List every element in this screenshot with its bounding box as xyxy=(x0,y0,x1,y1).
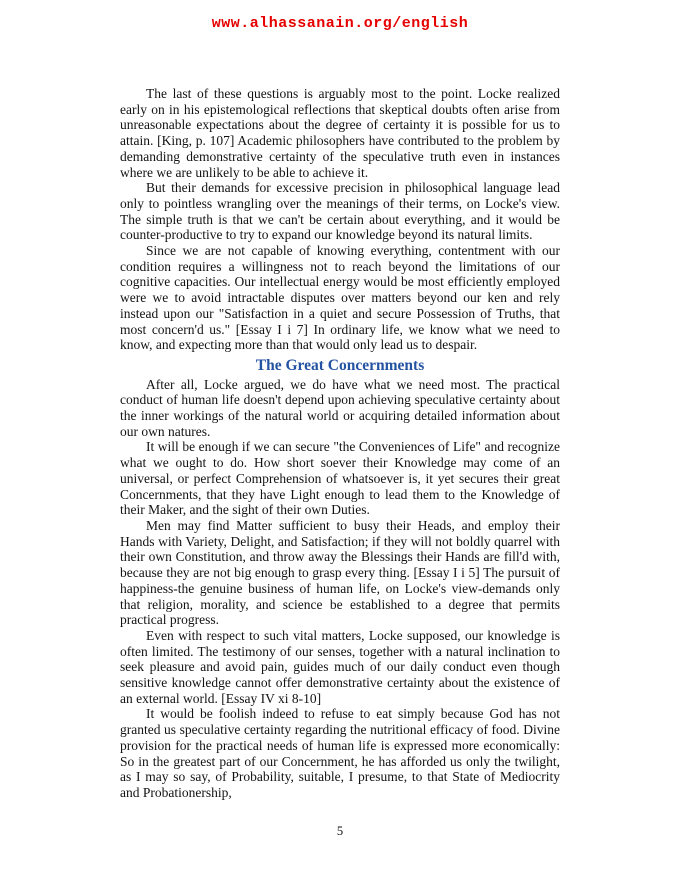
page-body xyxy=(120,86,560,801)
paragraph: Even with respect to such vital matters, Locke supposed, our knowledge is often limited. The testimony of our senses, together with a natural inclination to seek pleasure and avoid pain, guides much of our daily conduct even though sensitive knowledge cannot offer demonstrative certainty about the existence of an external world. [Essay IV xi 8-10] xyxy=(120,627,560,706)
page-number: 5 xyxy=(336,824,344,838)
paragraph: Since we are not capable of knowing everything, contentment with our condition requires a willingness not to reach beyond the limitations of our cognitive capacities. Our intellectual energy would be most efficiently employed were we to avoid intractable disputes over matters beyond our ken and rely instead upon our "Satisfaction in a quiet and secure Possession of Truths, that most concern'd us." [Essay I i 7] In ordinary life, we know what we need to know, and expecting more than that would only lead us to despair. xyxy=(120,243,560,353)
header-site-url: www.alhassanain.org/english xyxy=(211,15,469,32)
paragraph: But their demands for excessive precision in philosophical language lead only to pointless wrangling over the meanings of their terms, on Locke's view. The simple truth is that we can't be certain about everything, and it would be counter-productive to try to expand our knowledge beyond its natural limits. xyxy=(120,180,560,243)
section-heading: The Great Concernments xyxy=(255,356,425,374)
paragraph: The last of these questions is arguably most to the point. Locke realized early on in his epistemological reflections that skeptical doubts often arise from unreasonable expectations about the degree of certainty it is possible for us to attain. [King, p. 107] Academic philosophers have contributed to the problem by demanding demonstrative certainty of the speculative truth even in instances where we are unlikely to be able to achieve it. xyxy=(120,86,560,180)
paragraph: Men may find Matter sufficient to busy their Heads, and employ their Hands with Variety, Delight, and Satisfaction; if they will not boldly quarrel with their own Constitution, and throw away the Blessings their Hands are fill'd with, because they are not big enough to grasp every thing. [Essay I i 5] The pursuit of happiness-the genuine business of human life, on Locke's view-demands only that religion, morality, and science be established to a degree that permits practical progress. xyxy=(120,517,560,628)
paragraph: It will be enough if we can secure "the Conveniences of Life" and recognize what we ought to do. How short soever their Knowledge may come of an universal, or perfect Comprehension of whatsoever is, it yet secures their great Concernments, that they have Light enough to lead them to the Knowledge of their Maker, and the sight of their own Duties. xyxy=(120,439,560,518)
paragraph: It would be foolish indeed to refuse to eat simply because God has not granted us speculative certainty regarding the nutritional efficacy of food. Divine provision for the practical needs of human life is expressed more economically: So in the greatest part of our Concernment, he has afforded us only the twilight, as I may so say, of Probability, suitable, I presume, to that State of Mediocrity and Probationership, xyxy=(120,706,560,800)
paragraph: After all, Locke argued, we do have what we need most. The practical conduct of human life doesn't depend upon achieving speculative certainty about the inner workings of the natural world or acquiring detailed information about our own natures. xyxy=(120,376,560,439)
